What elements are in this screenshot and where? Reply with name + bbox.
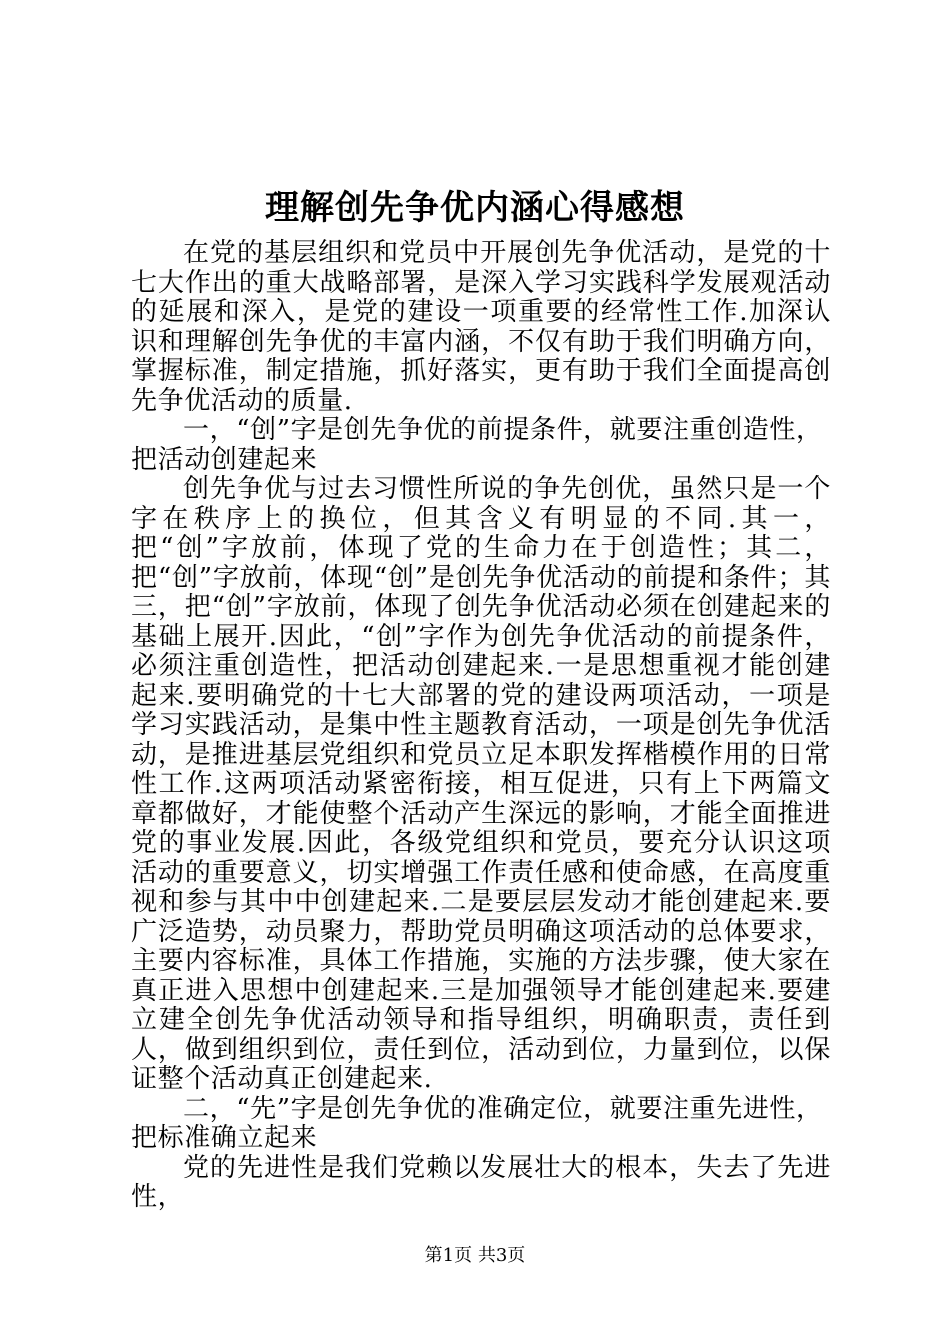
paragraph-section-2: 党的先进性是我们党赖以发展壮大的根本，失去了先进性， <box>131 1152 831 1212</box>
paragraph-section-1: 创先争优与过去习惯性所说的争先创优，虽然只是一个字在秩序上的换位，但其含义有明显的不同.其一，把“创”字放前，体现了党的生命力在于创造性；其二，把“创”字放前，体现“创”是创先争优活动的前提和条件；其三，把“创”字放前，体现了创先争优活动必须在创建起来的基础上展开.因此，“创”字作为创先争优活动的前提条件，必须注重创造性，把活动创建起来.一是思想重视才能创建起来.要明确党的十七大部署的党的建设两项活动，一项是学习实践活动，是集中性主题教育活动，一项是创先争优活动，是推进基层党组织和党员立足本职发挥楷模作用的日常性工作.这两项活动紧密衔接，相互促进，只有上下两篇文章都做好，才能使整个活动产生深远的影响，才能全面推进党的事业发展.因此，各级党组织和党员，要充分认识这项活动的重要意义，切实增强工作责任感和使命感，在高度重视和参与其中中创建起来.二是要层层发动才能创建起来.要广泛造势，动员聚力，帮助党员明确这项活动的总体要求，主要内容标准，具体工作措施，实施的方法步骤，使大家在真正进入思想中创建起来.三是加强领导才能创建起来.要建立建全创先争优活动领导和指导组织，明确职责，责任到人，做到组织到位，责任到位，活动到位，力量到位，以保证整个活动真正创建起来. <box>131 474 831 1094</box>
page-number-footer: 第1页 共3页 <box>424 1245 526 1266</box>
section-heading-2: 二，“先”字是创先争优的准确定位，就要注重先进性，把标准确立起来 <box>131 1093 823 1153</box>
paragraph-intro: 在党的基层组织和党员中开展创先争优活动，是党的十七大作出的重大战略部署，是深入学习实践科学发展观活动的延展和深入，是党的建设一项重要的经常性工作.加深认识和理解创先争优的丰富内涵，不仅有助于我们明确方向，掌握标准，制定措施，抓好落实，更有助于我们全面提高创先争优活动的质量. <box>131 238 831 416</box>
document-title: 理解创先争优内涵心得感想 <box>265 188 685 228</box>
document-body <box>131 239 831 1213</box>
section-heading-1: 一，“创”字是创先争优的前提条件，就要注重创造性，把活动创建起来 <box>131 415 823 475</box>
